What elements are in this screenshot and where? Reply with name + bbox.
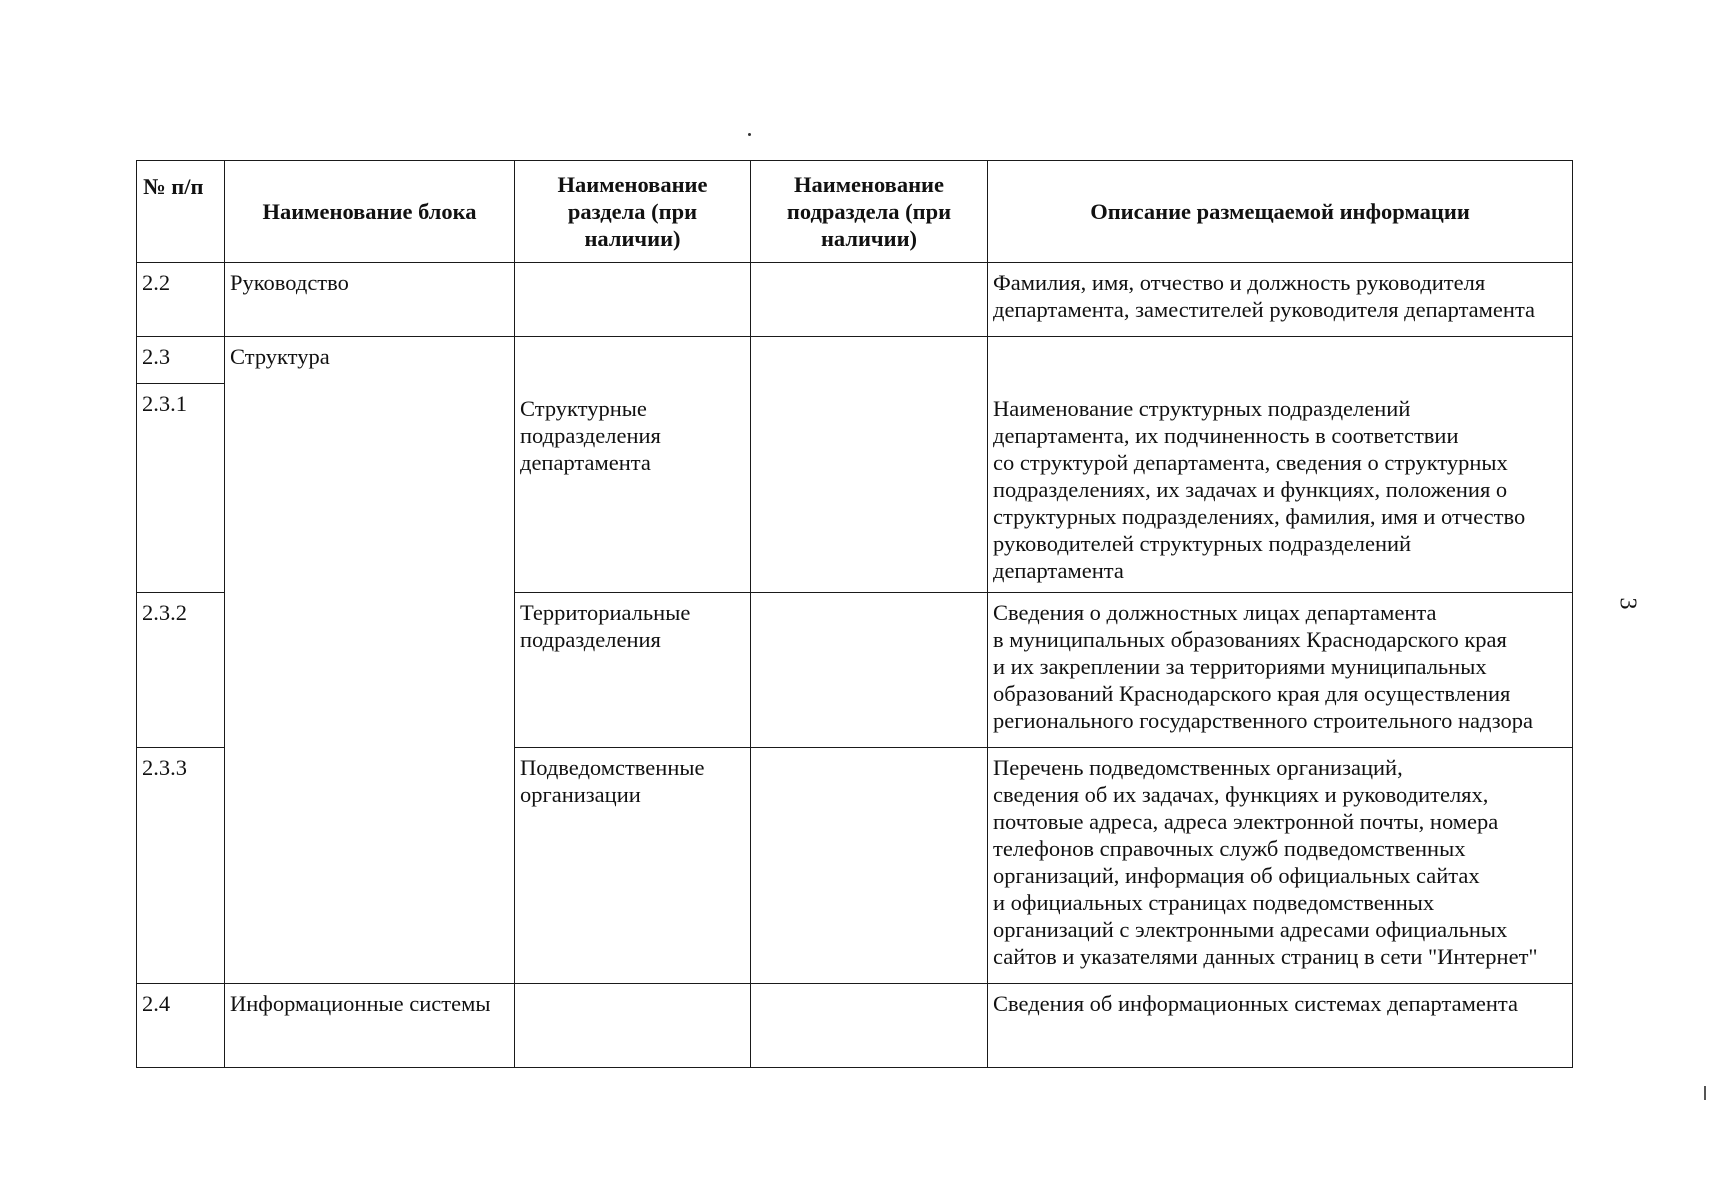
cell-description: Сведения об информационных системах департамента xyxy=(988,984,1573,1068)
table-row xyxy=(137,984,1573,1068)
header-subsection: Наименование подраздела (при наличии) xyxy=(751,161,988,263)
page-number: 3 xyxy=(1614,597,1641,610)
scan-dot xyxy=(748,133,751,136)
cell-num: 2.3.3 xyxy=(137,748,225,984)
table-row xyxy=(137,263,1573,337)
cell-num: 2.3.1 xyxy=(137,384,225,593)
cell-num: 2.2 xyxy=(137,263,225,337)
cell-block: Руководство xyxy=(225,263,515,337)
cell-block: Информационные системы xyxy=(225,984,515,1068)
header-num: № п/п xyxy=(137,161,225,263)
cell-subsection xyxy=(751,593,988,748)
cell-section xyxy=(515,984,751,1068)
cell-num: 2.3 xyxy=(137,337,225,384)
cell-section: Подведомственные организации xyxy=(515,748,751,984)
cell-subsection xyxy=(751,263,988,337)
cell-block: Структура xyxy=(225,337,515,984)
cell-num: 2.4 xyxy=(137,984,225,1068)
cell-description: Наименование структурных подразделений департамента, их подчиненность в соответствии со структурой департамента, сведения о структурных подразделениях, их задачах и функциях, положения о структурных подразделениях, фамилия, имя и отчество руководителей структурных подразделений департамента xyxy=(988,337,1573,593)
cell-subsection xyxy=(751,984,988,1068)
cell-description: Перечень подведомственных организаций, сведения об их задачах, функциях и руководителях, почтовые адреса, адреса электронной почты, номера телефонов справочных служб подведомственных организаций, информация об официальных сайтах и официальных страницах подведомственных организаций с электронными адресами официальных сайтов и указателями данных страниц в сети "Интернет" xyxy=(988,748,1573,984)
header-description: Описание размещаемой информации xyxy=(988,161,1573,263)
cell-section xyxy=(515,263,751,337)
cell-section: Территориальные подразделения xyxy=(515,593,751,748)
table-header-row xyxy=(137,161,1573,263)
cell-num: 2.3.2 xyxy=(137,593,225,748)
header-block: Наименование блока xyxy=(225,161,515,263)
cell-subsection xyxy=(751,748,988,984)
info-table xyxy=(136,160,1573,1068)
cell-subsection xyxy=(751,337,988,593)
header-section: Наименование раздела (при наличии) xyxy=(515,161,751,263)
table-row xyxy=(137,337,1573,384)
cell-description: Фамилия, имя, отчество и должность руководителя департамента, заместителей руководителя департамента xyxy=(988,263,1573,337)
cell-section: Структурные подразделения департамента xyxy=(515,337,751,593)
cell-description: Сведения о должностных лицах департамента в муниципальных образованиях Краснодарского края и их закреплении за территориями муниципальных образований Краснодарского края для осуществления регионального государственного строительного надзора xyxy=(988,593,1573,748)
scan-edge-mark xyxy=(1704,1086,1706,1100)
